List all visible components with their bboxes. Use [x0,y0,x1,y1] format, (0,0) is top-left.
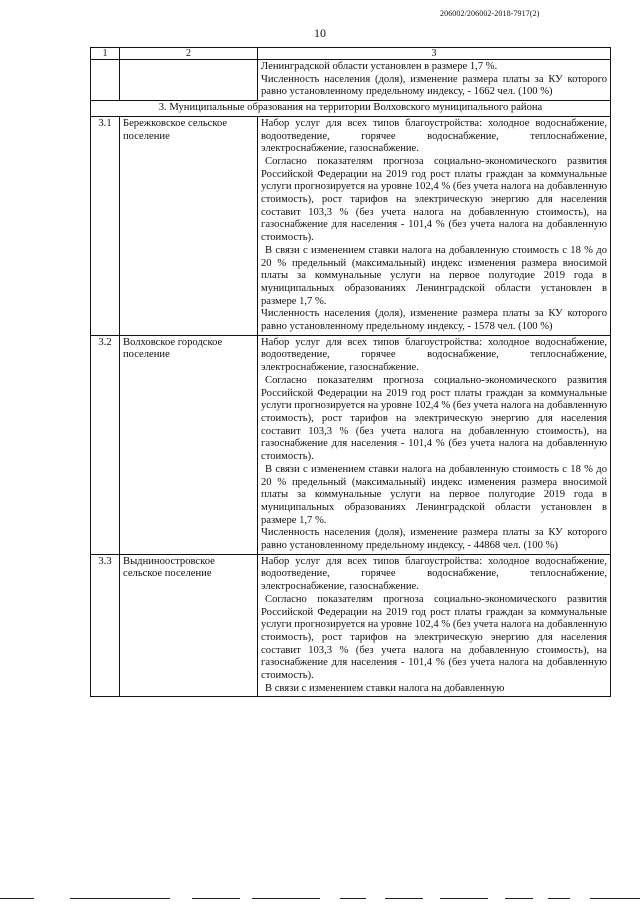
paragraph: Численность населения (доля), изменение размера платы за КУ которого равно установленному предельному индексу, - 1662 чел. (100 %) [261,73,607,98]
carry-over-name [120,60,258,101]
row-number: 3.3 [91,554,120,697]
carry-over-row [91,60,611,101]
column-number-3: 3 [258,48,611,60]
table-row [91,554,611,697]
paragraph: В связи с изменением ставки налога на добавленную [265,682,505,694]
paragraph: Численность населения (доля), изменение размера платы за КУ которого равно установленному предельному индексу, - 1578 чел. (100 %) [261,308,607,333]
carry-over-text [258,60,611,101]
section-title: 3. Муниципальные образования на территории Волховского муниципального района [91,101,611,117]
paragraph: Численность населения (доля), изменение размера платы за КУ которого равно установленному предельному индексу, - 44868 чел. (100 %) [261,527,607,552]
column-number-1: 1 [91,48,120,60]
paragraph: Набор услуг для всех типов благоустройства: холодное водоснабжение, водоотведение, горячее водоснабжение, теплоснабжение, электроснабжение, газоснабжение. [261,555,607,593]
paragraph: Согласно показателям прогноза социально-экономического развития Российской Федерации на 2019 год рост платы граждан за коммунальные услуги прогнозируется на уровне 102,4 % (без учета налога на добавленную стоимость), рост тарифов на электрическую энергию для населения составит 103,3 % (без учета налога на добавленную стоимость), на газоснабжение для населения - 101,4 % (без учета налога на добавленную стоимость). [261,155,607,244]
paragraph: Согласно показателям прогноза социально-экономического развития Российской Федерации на 2019 год рост платы граждан за коммунальные услуги прогнозируется на уровне 102,4 % (без учета налога на добавленную стоимость), рост тарифов на электрическую энергию для населения составит 103,3 % (без учета налога на добавленную стоимость), на газоснабжение для населения - 101,4 % (без учета налога на добавленную стоимость). [261,593,607,682]
paragraph: Ленинградской области установлен в размере 1,7 %. [261,61,498,72]
paragraph: Набор услуг для всех типов благоустройства: холодное водоснабжение, водоотведение, горячее водоснабжение, теплоснабжение, электроснабжение, газоснабжение. [261,336,607,374]
table-row [91,335,611,554]
scan-artifact-lines [0,898,640,902]
paragraph: В связи с изменением ставки налога на добавленную стоимость с 18 % до 20 % предельный (максимальный) индекс изменения размера вносимой платы за коммунальные услуги на первое полугодие 2019 года в муниципальных образованиях Ленинградской области установлен в размере 1,7 %. [261,244,607,307]
municipality-name: Бережковское сельское поселение [120,116,258,335]
row-description [258,554,611,697]
row-description [258,335,611,554]
table-row [91,116,611,335]
page-number: 10 [314,26,326,40]
section-row [91,101,611,117]
column-number-2: 2 [120,48,258,60]
carry-over-num [91,60,120,101]
paragraph: Набор услуг для всех типов благоустройства: холодное водоснабжение, водоотведение, горячее водоснабжение, теплоснабжение, электроснабжение, газоснабжение. [261,117,607,155]
row-description [258,116,611,335]
document-id: 206002/206002-2018-7917(2) [440,9,540,18]
tariff-table [90,47,611,697]
municipality-name: Волховское городское поселение [120,335,258,554]
paragraph: В связи с изменением ставки налога на добавленную стоимость с 18 % до 20 % предельный (максимальный) индекс изменения размера вносимой платы за коммунальные услуги на первое полугодие 2019 года в муниципальных образованиях Ленинградской области установлен в размере 1,7 %. [261,463,607,526]
row-number: 3.1 [91,116,120,335]
row-number: 3.2 [91,335,120,554]
column-number-row [91,48,611,60]
paragraph: Согласно показателям прогноза социально-экономического развития Российской Федерации на 2019 год рост платы граждан за коммунальные услуги прогнозируется на уровне 102,4 % (без учета налога на добавленную стоимость), рост тарифов на электрическую энергию для населения составит 103,3 % (без учета налога на добавленную стоимость), на газоснабжение для населения - 101,4 % (без учета налога на добавленную стоимость). [261,374,607,463]
municipality-name: Выдниноостровское сельское поселение [120,554,258,697]
